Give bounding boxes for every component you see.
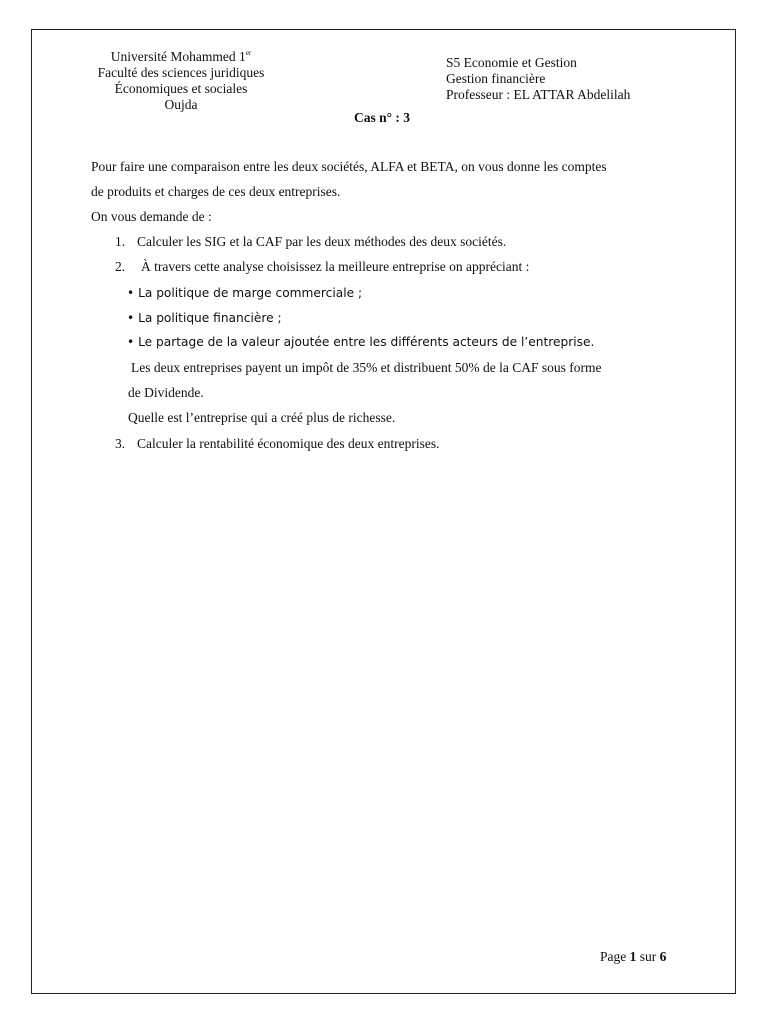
demand-line: On vous demande de : [91,209,212,224]
intro-line-1: Pour faire une comparaison entre les deux sociétés, ALFA et BETA, on vous donne les comptes [91,159,607,174]
bullet-item-3: • Le partage de la valeur ajoutée entre les différents acteurs de l’entreprise. [127,335,595,349]
list-item-2 [115,259,529,275]
list-item-1 [115,234,506,250]
question-line: Quelle est l’entreprise qui a créé plus de richesse. [128,410,396,425]
total-pages: 6 [659,949,667,964]
list-number: 2. [115,259,126,274]
case-title: Cas n° : 3 [354,110,411,125]
faculty-name-line2: Économiques et sociales [114,81,248,96]
professor-name: Professeur : EL ATTAR Abdelilah [446,87,631,102]
course-name: Gestion financière [446,71,546,86]
list-item-text: Calculer la rentabilité économique des deux entreprises. [137,436,440,451]
bullet-item-1: • La politique de marge commerciale ; [127,286,363,300]
list-number: 1. [115,234,126,249]
city-name: Oujda [164,97,198,112]
course-level: S5 Economie et Gestion [446,55,577,70]
list-item-text: Calculer les SIG et la CAF par les deux méthodes des deux sociétés. [137,234,507,249]
university-name: Université Mohammed 1er [110,49,252,64]
current-page: 1 [629,949,637,964]
ordinal-superscript: er [245,49,252,57]
page-number: Page 1 sur 6 [600,949,667,964]
tax-line-1: Les deux entreprises payent un impôt de 35% et distribuent 50% de la CAF sous forme [131,360,602,375]
faculty-name-line1: Faculté des sciences juridiques [97,65,265,80]
list-number: 3. [115,436,126,451]
list-item-text: À travers cette analyse choisissez la meilleure entreprise on appréciant : [141,259,530,274]
intro-line-2: de produits et charges de ces deux entreprises. [91,184,341,199]
list-item-3 [115,436,440,452]
bullet-item-2: • La politique financière ; [127,311,282,325]
header-right [446,55,630,103]
header-left [86,49,276,113]
tax-line-2: de Dividende. [128,385,204,400]
